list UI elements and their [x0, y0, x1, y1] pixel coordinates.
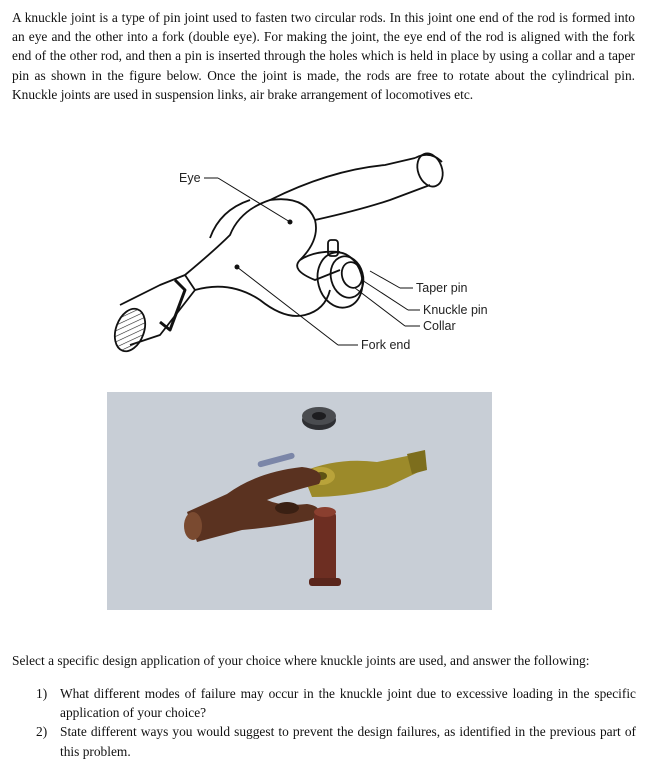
list-item-text: State different ways you would suggest to prevent the design failures, as identified in the previous part of this problem. — [60, 724, 636, 759]
list-item — [36, 722, 636, 760]
question-prompt: Select a specific design application of your choice where knuckle joints are used, and answer the following: — [12, 653, 590, 668]
label-fork-end: Fork end — [361, 338, 411, 352]
label-knuckle-pin: Knuckle pin — [423, 303, 488, 317]
label-collar: Collar — [423, 319, 456, 333]
list-item — [36, 684, 636, 722]
label-taper-pin: Taper pin — [416, 281, 468, 295]
question-list — [36, 684, 636, 761]
knuckle-joint-3d-model — [107, 392, 492, 610]
list-item-number: 1) — [36, 686, 48, 701]
list-item-text: What different modes of failure may occur in the knuckle joint due to excessive loading in the specific application of your choice? — [60, 686, 636, 721]
list-item-number: 2) — [36, 724, 48, 740]
label-eye: Eye — [179, 171, 201, 185]
knuckle-joint-line-drawing — [100, 140, 520, 365]
intro-paragraph: A knuckle joint is a type of pin joint used to fasten two circular rods. In this joint one end of the rod is formed into an eye and the other into a fork (double eye). For making the joint, the eye end of the rod is aligned with the fork end of the other rod, and then a pin is inserted through the holes which is held in place by using a collar and a taper pin as shown in the figure below. Once the joint is made, the rods are free to rotate about the cylindrical pin. Knuckle joints are used in suspension links, air brake arrangement of locomotives etc. — [12, 10, 635, 102]
knuckle-joint-3d-render — [107, 392, 492, 610]
